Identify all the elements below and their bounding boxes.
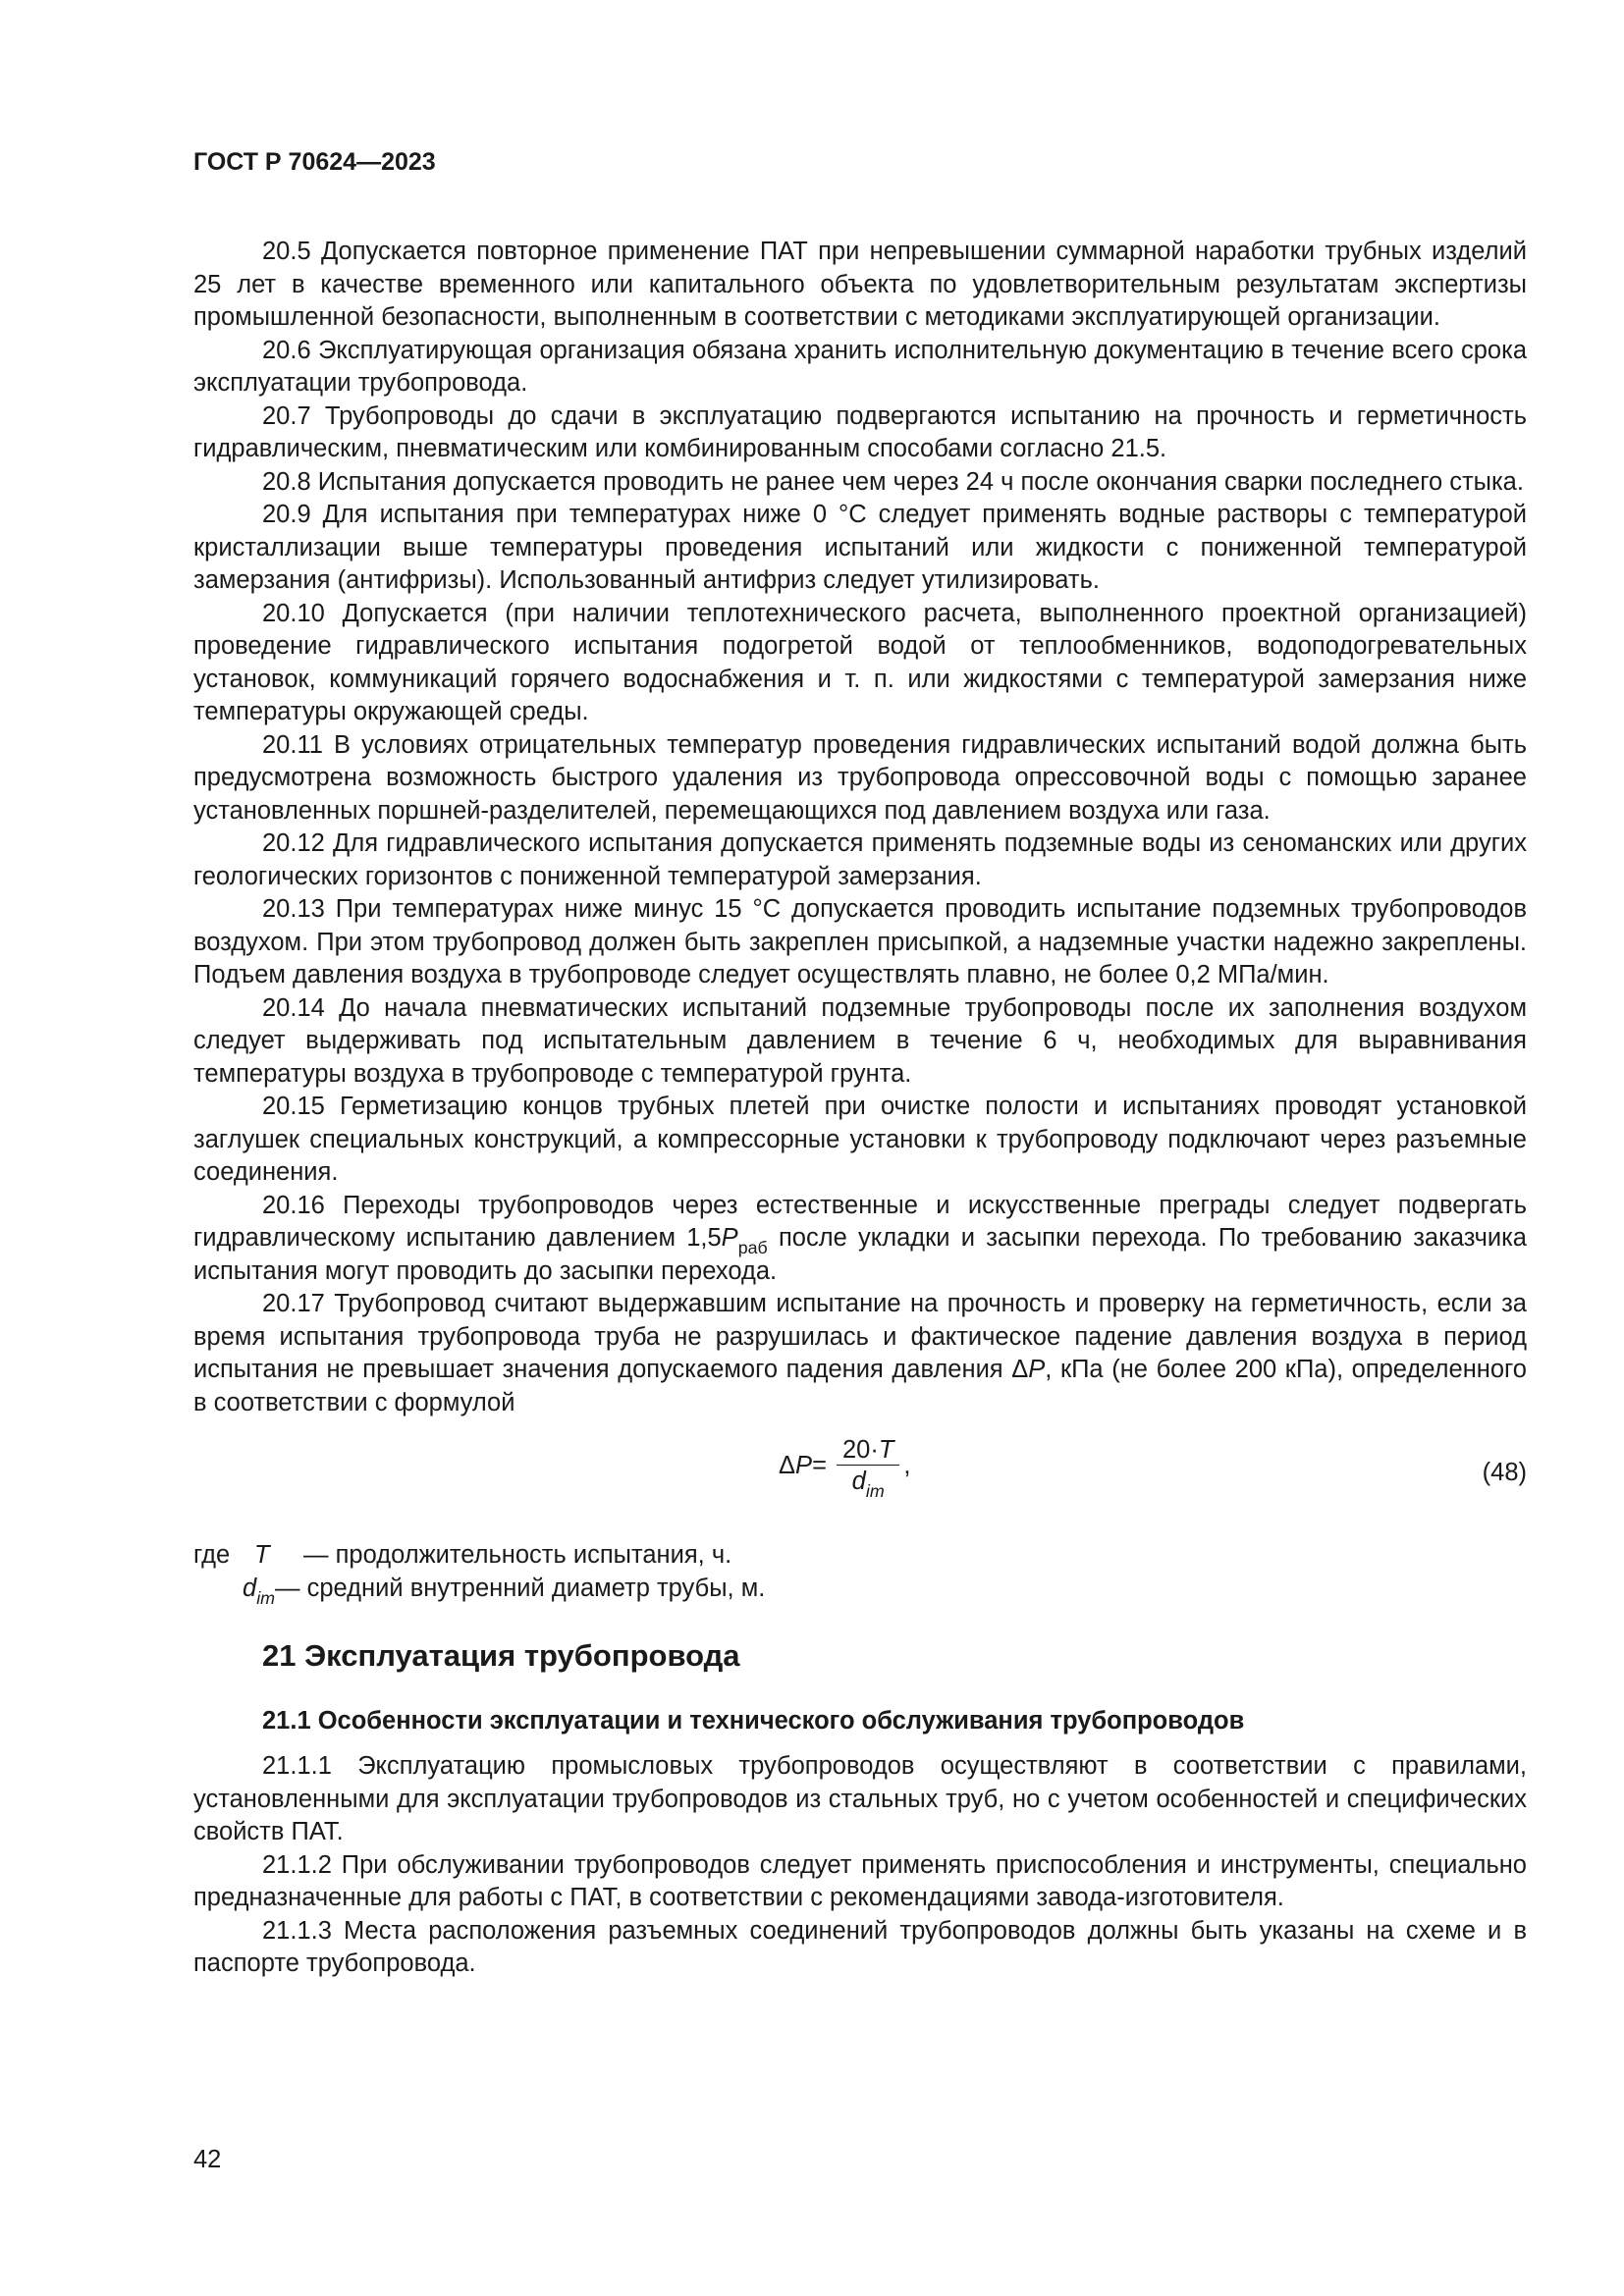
formula-numerator bbox=[837, 1435, 899, 1465]
paragraph-20-7: 20.7 Трубопроводы до сдачи в эксплуатацию подвергаются испытанию на прочность и герметичность гидравлическим, пневматическим или комбинированным способами согласно 21.5. bbox=[193, 401, 1527, 462]
paragraph-20-14: 20.14 До начала пневматических испытаний подземные трубопроводы после их заполнения воздухом следует выдерживать под испытательным давлением в течение 6 ч, необходимых для выравнивания температуры воздуха в трубопроводе с температурой грунта. bbox=[193, 993, 1527, 1088]
numerator-var: T bbox=[878, 1436, 894, 1464]
subsection-heading: 21.1 Особенности эксплуатации и технического обслуживания трубопроводов bbox=[262, 1707, 1245, 1735]
denominator-var: d bbox=[851, 1468, 866, 1495]
paragraph-20-15: 20.15 Герметизацию концов трубных плетей при очистке полости и испытаниях проводят установкой заглушек специальных конструкций, а компрессорные установки к трубопроводу подключают через разъемные соединения. bbox=[193, 1093, 1527, 1186]
paragraph-20-6: 20.6 Эксплуатирующая организация обязана хранить исполнительную документацию в течение всего срока эксплуатации трубопровода. bbox=[193, 336, 1527, 397]
paragraph-20-16-text-b: после укладки и засыпки перехода. По требованию заказчика испытания могут проводить до засыпки перехода. bbox=[193, 1224, 1527, 1285]
where-t-desc: — продолжительность испытания, ч. bbox=[303, 1541, 732, 1569]
denominator-sub: im bbox=[865, 1481, 885, 1502]
document-page bbox=[193, 147, 1527, 1981]
where-d-sub: im bbox=[256, 1587, 276, 1608]
formula-fraction bbox=[837, 1435, 899, 1502]
formula-equals: = bbox=[812, 1451, 827, 1479]
paragraph-20-9: 20.9 Для испытания при температурах ниже 0 °С следует применять водные растворы с температурой кристаллизации выше температуры проведения испытаний или жидкости с пониженной температурой замерзания (антифризы). Использованный антифриз следует утилизировать. bbox=[193, 501, 1527, 594]
paragraph-21-1-1: 21.1.1 Эксплуатацию промысловых трубопроводов осуществляют в соответствии с правилами, установленными для эксплуатации трубопроводов из стальных труб, но с учетом особенностей и специфических свойств ПАТ. bbox=[193, 1752, 1527, 1845]
paragraph-20-12: 20.12 Для гидравлического испытания допускается применять подземные воды из сеноманских или других геологических горизонтов с пониженной температурой замерзания. bbox=[193, 829, 1527, 890]
formula-trailing-comma: , bbox=[903, 1451, 911, 1479]
paragraph-20-8: 20.8 Испытания допускается проводить не ранее чем через 24 ч после окончания сварки последнего стыка. bbox=[262, 467, 1524, 496]
pressure-symbol: P bbox=[721, 1224, 738, 1252]
formula-expression bbox=[779, 1435, 911, 1502]
formula-number: (48) bbox=[1482, 1459, 1527, 1486]
formula-lhs-delta: Δ bbox=[779, 1451, 796, 1479]
where-lead: где bbox=[193, 1541, 231, 1569]
paragraph-20-16 bbox=[193, 1190, 1527, 1289]
paragraph-20-10: 20.10 Допускается (при наличии теплотехнического расчета, выполненного проектной организацией) проведение гидравлического испытания подогретой водой от теплообменников, водоподогревательных установок, коммуникаций горячего водоснабжения и т. п. или жидкостями с температурой замерзания ниже температуры окружающей среды. bbox=[193, 599, 1527, 725]
where-row-d bbox=[193, 1573, 1527, 1606]
paragraph-20-17-text-a: 20.17 Трубопровод считают выдержавшим испытание на прочность и проверку на герметичность, если за время испытания трубопровода труба не разрушилась и фактическое падение давления воздуха в период испытания не превышает значения допускаемого падения давления Δ bbox=[193, 1290, 1527, 1383]
paragraph-20-13: 20.13 При температурах ниже минус 15 °С допускается проводить испытание подземных трубопроводов воздухом. При этом трубопровод должен быть закреплен присыпкой, а надземные участки надежно закреплены. Подъем давления воздуха в трубопроводе следует осуществлять плавно, не более 0,2 МПа/мин. bbox=[193, 895, 1527, 988]
page-number: 42 bbox=[193, 2146, 222, 2173]
paragraph-20-11: 20.11 В условиях отрицательных температур проведения гидравлических испытаний водой должна быть предусмотрена возможность быстрого удаления из трубопровода опрессовочной воды с помощью заранее установленных поршней-разделителей, перемещающихся под давлением воздуха или газа. bbox=[193, 730, 1527, 825]
formula-48 bbox=[193, 1427, 1527, 1522]
delta-p-symbol: P bbox=[1028, 1356, 1046, 1383]
paragraph-20-17-text-b: , кПа (не более 200 кПа), определенного в соответствии с формулой bbox=[193, 1356, 1527, 1416]
formula-denominator bbox=[846, 1466, 891, 1502]
numerator-coef: 20· bbox=[841, 1436, 879, 1464]
pressure-subscript: раб bbox=[737, 1238, 768, 1258]
paragraph-20-5: 20.5 Допускается повторное применение ПАТ при непревышении суммарной наработки трубных изделий 25 лет в качестве временного или капитального объекта по удовлетворительным результатам экспертизы промышленной безопасности, выполненным в соответствии с методиками эксплуатирующей организации. bbox=[193, 238, 1527, 331]
where-d-var: d bbox=[243, 1574, 257, 1602]
where-d-desc: — средний внутренний диаметр трубы, м. bbox=[275, 1574, 766, 1602]
where-d-symbol bbox=[243, 1573, 275, 1606]
section-heading: 21 Эксплуатация трубопровода bbox=[262, 1638, 740, 1673]
document-header: ГОСТ Р 70624—2023 bbox=[193, 148, 436, 176]
paragraph-21-1-3: 21.1.3 Места расположения разъемных соединений трубопроводов должны быть указаны на схеме и в паспорте трубопровода. bbox=[193, 1916, 1527, 1977]
paragraph-20-17 bbox=[193, 1288, 1527, 1419]
where-row-t bbox=[193, 1539, 1527, 1573]
formula-lhs-var: P bbox=[795, 1451, 813, 1479]
where-t-symbol bbox=[254, 1539, 303, 1573]
paragraph-21-1-2: 21.1.2 При обслуживании трубопроводов следует применять приспособления и инструменты, специально предназначенные для работы с ПАТ, в соответствии с рекомендациями завода-изготовителя. bbox=[193, 1850, 1527, 1911]
where-block bbox=[193, 1539, 1527, 1608]
where-t-var: T bbox=[254, 1541, 270, 1569]
paragraph-20-16-text-a: 20.16 Переходы трубопроводов через естественные и искусственные преграды следует подвергать гидравлическому испытанию давлением 1,5 bbox=[193, 1191, 1527, 1252]
